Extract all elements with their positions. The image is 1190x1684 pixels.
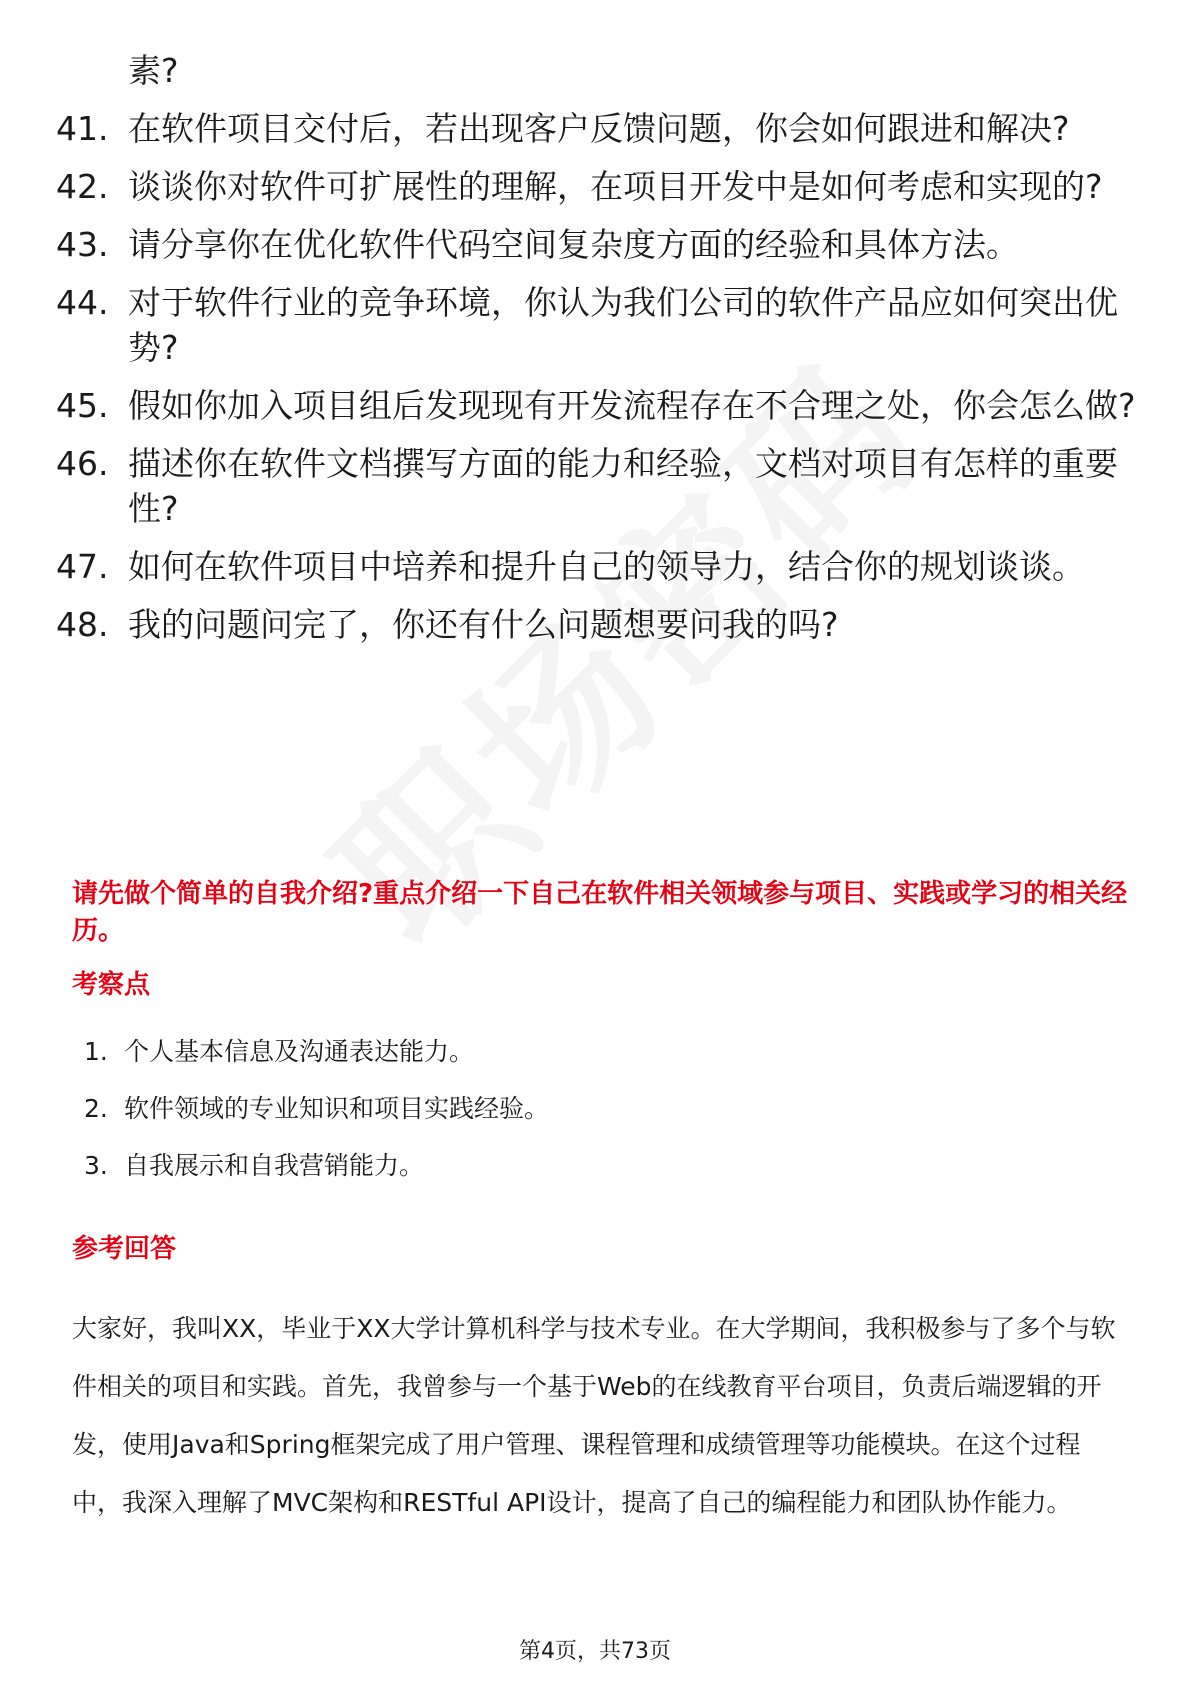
question-number: 41. bbox=[56, 109, 109, 148]
question-text: 对于软件行业的竞争环境，你认为我们公司的软件产品应如何突出优势? bbox=[128, 283, 1118, 367]
kaochadian-list bbox=[84, 1035, 1144, 1206]
highlight-question: 请先做个简单的自我介绍?重点介绍一下自己在软件相关领域参与项目、实践或学习的相关经历。 bbox=[72, 879, 1128, 946]
list-item bbox=[84, 1035, 1144, 1092]
kaochadian-heading: 考察点 bbox=[72, 970, 151, 1000]
question-text: 请分享你在优化软件代码空间复杂度方面的经验和具体方法。 bbox=[128, 225, 1019, 264]
question-item bbox=[56, 602, 1136, 647]
question-fragment: 素? bbox=[128, 51, 179, 90]
list-text: 自我展示和自我营销能力。 bbox=[124, 1151, 425, 1180]
question-item bbox=[56, 106, 1136, 151]
reference-heading: 参考回答 bbox=[72, 1234, 177, 1264]
question-number: 48. bbox=[56, 605, 109, 644]
question-text: 在软件项目交付后，若出现客户反馈问题，你会如何跟进和解决? bbox=[128, 109, 1070, 148]
question-number: 44. bbox=[56, 283, 109, 322]
list-text: 软件领域的专业知识和项目实践经验。 bbox=[124, 1094, 550, 1123]
question-item bbox=[56, 222, 1136, 267]
list-number: 1. bbox=[84, 1037, 108, 1066]
question-text: 谈谈你对软件可扩展性的理解，在项目开发中是如何考虑和实现的? bbox=[128, 167, 1103, 206]
question-text: 假如你加入项目组后发现现有开发流程存在不合理之处，你会怎么做? bbox=[128, 386, 1136, 425]
question-text: 如何在软件项目中培养和提升自己的领导力，结合你的规划谈谈。 bbox=[128, 547, 1085, 586]
question-text: 我的问题问完了，你还有什么问题想要问我的吗? bbox=[128, 605, 839, 644]
list-item bbox=[84, 1092, 1144, 1149]
reference-answer: 大家好，我叫XX，毕业于XX大学计算机科学与技术专业。在大学期间，我积极参与了多个与软件相关的项目和实践。首先，我曾参与一个基于Web的在线教育平台项目，负责后端逻辑的开发，使用Java和Spring框架完成了用户管理、课程管理和成绩管理等功能模块。在这个过程中，我深入理解了MVC架构和RESTful API设计，提高了自己的编程能力和团队协作能力。 bbox=[72, 1314, 1116, 1517]
list-text: 个人基本信息及沟通表达能力。 bbox=[124, 1037, 475, 1066]
question-list bbox=[56, 48, 1136, 647]
question-item bbox=[56, 383, 1136, 428]
list-number: 3. bbox=[84, 1151, 108, 1180]
question-number: 45. bbox=[56, 386, 109, 425]
question-item bbox=[56, 441, 1136, 531]
question-number: 43. bbox=[56, 225, 109, 264]
list-number: 2. bbox=[84, 1094, 108, 1123]
page-footer: 第4页，共73页 bbox=[519, 1639, 671, 1664]
question-number: 42. bbox=[56, 167, 109, 206]
question-number: 46. bbox=[56, 444, 109, 483]
question-item bbox=[56, 544, 1136, 589]
question-text: 描述你在软件文档撰写方面的能力和经验，文档对项目有怎样的重要性? bbox=[128, 444, 1118, 528]
question-number: 47. bbox=[56, 547, 109, 586]
question-item bbox=[56, 280, 1136, 370]
question-item bbox=[56, 164, 1136, 209]
list-item bbox=[84, 1149, 1144, 1206]
